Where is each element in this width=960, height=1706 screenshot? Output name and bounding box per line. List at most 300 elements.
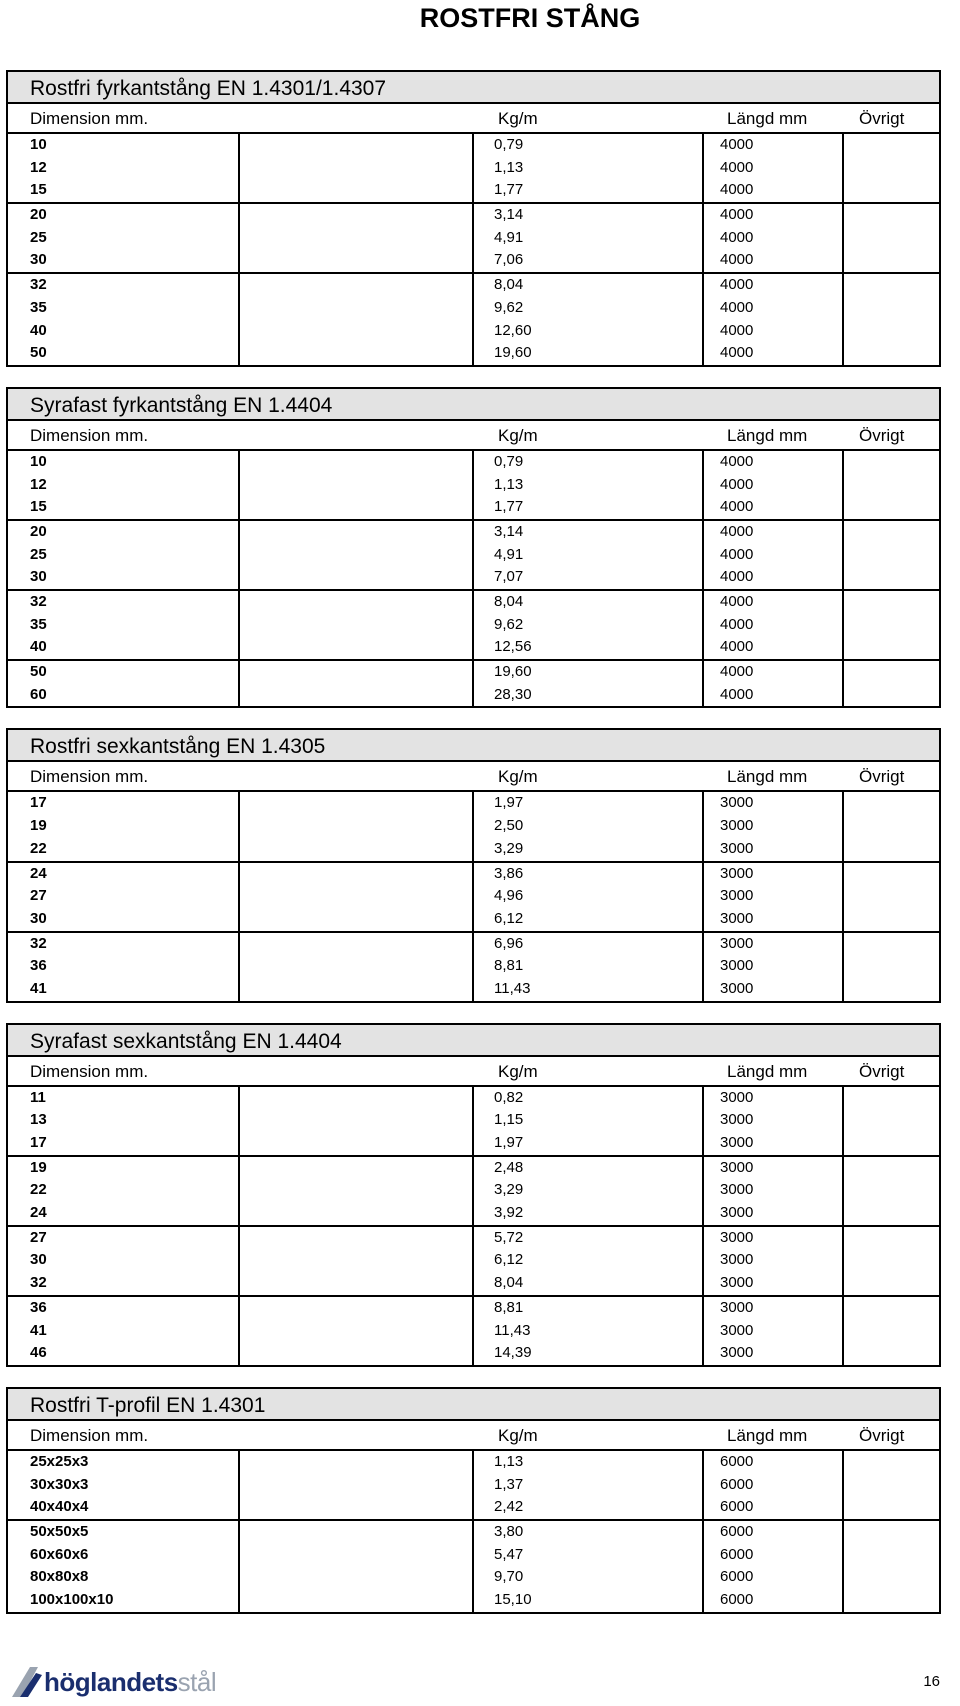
cell-length: 6000	[702, 1474, 842, 1497]
cell-blank	[238, 1474, 472, 1497]
cell-length: 3000	[702, 1272, 842, 1295]
cell-dimension	[8, 1544, 238, 1567]
header-other: Övrigt	[859, 1061, 905, 1081]
table-row	[8, 134, 939, 157]
table-row	[8, 955, 939, 978]
dimension-value: 36	[30, 1298, 47, 1316]
dimension-value: 50x50x5	[30, 1522, 89, 1540]
cell-dimension	[8, 933, 238, 956]
table-row	[8, 1474, 939, 1497]
cell-blank	[238, 1496, 472, 1519]
cell-length: 6000	[702, 1589, 842, 1612]
table-row	[8, 1132, 939, 1155]
cell-kgm: 0,82	[472, 1087, 702, 1110]
dimension-value: 13	[30, 1111, 47, 1129]
header-dimension: Dimension mm.	[30, 425, 149, 445]
cell-length: 4000	[702, 342, 842, 365]
cell-dimension	[8, 342, 238, 365]
cell-dimension	[8, 157, 238, 180]
cell-length: 6000	[702, 1544, 842, 1567]
cell-other	[842, 1342, 939, 1365]
logo-text-steel: stål	[177, 1666, 217, 1697]
cell-kgm: 8,81	[472, 1297, 702, 1320]
cell-length: 3000	[702, 885, 842, 908]
cell-blank	[238, 908, 472, 931]
cell-other	[842, 1179, 939, 1202]
cell-other	[842, 274, 939, 297]
table-row	[8, 519, 939, 544]
cell-dimension	[8, 885, 238, 908]
cell-kgm: 5,47	[472, 1544, 702, 1567]
cell-length: 6000	[702, 1451, 842, 1474]
cell-blank	[238, 274, 472, 297]
cell-blank	[238, 227, 472, 250]
product-section	[6, 1023, 941, 1367]
cell-other	[842, 474, 939, 497]
product-tables	[6, 70, 941, 1614]
cell-dimension	[8, 1496, 238, 1519]
table-row	[8, 1566, 939, 1589]
dimension-value: 32	[30, 1274, 47, 1292]
cell-kgm: 3,14	[472, 521, 702, 544]
cell-length: 4000	[702, 451, 842, 474]
dimension-value: 19	[30, 1158, 47, 1176]
cell-dimension	[8, 544, 238, 567]
cell-blank	[238, 1249, 472, 1272]
cell-kgm: 0,79	[472, 451, 702, 474]
cell-dimension	[8, 661, 238, 684]
cell-length: 4000	[702, 297, 842, 320]
cell-kgm: 11,43	[472, 1320, 702, 1343]
table-row	[8, 1179, 939, 1202]
cell-blank	[238, 684, 472, 707]
cell-length: 4000	[702, 684, 842, 707]
cell-dimension	[8, 1566, 238, 1589]
cell-dimension	[8, 1179, 238, 1202]
cell-length: 4000	[702, 544, 842, 567]
table-row	[8, 636, 939, 659]
dimension-value: 24	[30, 864, 47, 882]
table-row	[8, 566, 939, 589]
cell-length: 3000	[702, 1227, 842, 1250]
cell-other	[842, 885, 939, 908]
cell-length: 6000	[702, 1521, 842, 1544]
cell-kgm: 2,42	[472, 1496, 702, 1519]
cell-blank	[238, 1342, 472, 1365]
table-row	[8, 614, 939, 637]
cell-kgm: 3,86	[472, 863, 702, 886]
cell-other	[842, 566, 939, 589]
cell-blank	[238, 1566, 472, 1589]
header-length: Längd mm	[727, 109, 808, 128]
cell-blank	[238, 885, 472, 908]
header-dimension: Dimension mm.	[30, 109, 149, 128]
table-row	[8, 342, 939, 365]
cell-blank	[238, 179, 472, 202]
cell-blank	[238, 566, 472, 589]
table-header	[8, 762, 939, 792]
cell-blank	[238, 1297, 472, 1320]
table-row	[8, 1451, 939, 1474]
cell-dimension	[8, 1249, 238, 1272]
cell-length: 4000	[702, 566, 842, 589]
cell-blank	[238, 544, 472, 567]
header-dimension: Dimension mm.	[30, 767, 149, 787]
cell-dimension	[8, 1342, 238, 1365]
cell-length: 3000	[702, 1179, 842, 1202]
cell-blank	[238, 1179, 472, 1202]
cell-length: 3000	[702, 978, 842, 1001]
cell-blank	[238, 1109, 472, 1132]
dimension-value: 22	[30, 1181, 47, 1199]
cell-dimension	[8, 249, 238, 272]
cell-blank	[238, 1521, 472, 1544]
cell-kgm: 8,81	[472, 955, 702, 978]
cell-length: 4000	[702, 157, 842, 180]
cell-kgm: 1,13	[472, 157, 702, 180]
header-length: Längd mm	[727, 425, 808, 445]
cell-other	[842, 815, 939, 838]
header-blank	[238, 1421, 472, 1449]
cell-other	[842, 1451, 939, 1474]
header-kgm: Kg/m	[498, 109, 538, 128]
cell-length: 3000	[702, 838, 842, 861]
table-row	[8, 1496, 939, 1519]
table-row	[8, 1202, 939, 1225]
section-spacer	[6, 1367, 941, 1387]
cell-other	[842, 792, 939, 815]
table-row	[8, 861, 939, 886]
cell-blank	[238, 157, 472, 180]
cell-kgm: 4,96	[472, 885, 702, 908]
cell-kgm: 3,80	[472, 1521, 702, 1544]
cell-other	[842, 1474, 939, 1497]
cell-kgm: 6,12	[472, 908, 702, 931]
dimension-value: 30	[30, 568, 47, 586]
table-row	[8, 838, 939, 861]
cell-dimension	[8, 134, 238, 157]
header-length: Längd mm	[727, 767, 808, 787]
company-logo	[10, 1662, 250, 1702]
section-spacer	[6, 1003, 941, 1023]
cell-blank	[238, 1272, 472, 1295]
cell-kgm: 9,62	[472, 297, 702, 320]
cell-kgm: 9,70	[472, 1566, 702, 1589]
cell-length: 4000	[702, 521, 842, 544]
dimension-value: 41	[30, 1321, 47, 1339]
page-number: 16	[923, 1673, 940, 1690]
cell-blank	[238, 521, 472, 544]
product-section	[6, 728, 941, 1002]
cell-dimension	[8, 591, 238, 614]
table-row	[8, 1249, 939, 1272]
dimension-value: 12	[30, 158, 47, 176]
cell-kgm: 0,79	[472, 134, 702, 157]
dimension-value: 30	[30, 909, 47, 927]
table-row	[8, 1342, 939, 1365]
cell-dimension	[8, 227, 238, 250]
cell-other	[842, 1566, 939, 1589]
cell-dimension	[8, 1109, 238, 1132]
cell-kgm: 15,10	[472, 1589, 702, 1612]
cell-dimension	[8, 815, 238, 838]
dimension-value: 32	[30, 276, 47, 294]
dimension-value: 10	[30, 452, 47, 470]
header-length: Längd mm	[727, 1425, 808, 1445]
cell-blank	[238, 1087, 472, 1110]
cell-length: 6000	[702, 1566, 842, 1589]
table-row	[8, 157, 939, 180]
cell-other	[842, 496, 939, 519]
cell-kgm: 11,43	[472, 978, 702, 1001]
cell-blank	[238, 815, 472, 838]
product-section	[6, 387, 941, 709]
dimension-value: 35	[30, 615, 47, 633]
cell-length: 3000	[702, 792, 842, 815]
table-row	[8, 202, 939, 227]
cell-blank	[238, 1451, 472, 1474]
header-dimension: Dimension mm.	[30, 1061, 149, 1081]
cell-other	[842, 1132, 939, 1155]
table-row	[8, 227, 939, 250]
cell-length: 4000	[702, 274, 842, 297]
cell-other	[842, 320, 939, 343]
cell-kgm: 3,14	[472, 204, 702, 227]
cell-other	[842, 157, 939, 180]
cell-blank	[238, 1157, 472, 1180]
cell-blank	[238, 636, 472, 659]
table-row	[8, 544, 939, 567]
cell-dimension	[8, 978, 238, 1001]
cell-blank	[238, 297, 472, 320]
cell-blank	[238, 249, 472, 272]
cell-dimension	[8, 792, 238, 815]
dimension-value: 24	[30, 1204, 47, 1222]
cell-dimension	[8, 320, 238, 343]
cell-kgm: 12,60	[472, 320, 702, 343]
table-header	[8, 104, 939, 134]
cell-blank	[238, 342, 472, 365]
product-section	[6, 70, 941, 367]
table-row	[8, 1225, 939, 1250]
cell-length: 4000	[702, 227, 842, 250]
cell-dimension	[8, 863, 238, 886]
dimension-value: 25x25x3	[30, 1452, 89, 1470]
cell-length: 4000	[702, 179, 842, 202]
cell-blank	[238, 1202, 472, 1225]
cell-length: 4000	[702, 249, 842, 272]
cell-dimension	[8, 521, 238, 544]
dimension-value: 25	[30, 545, 47, 563]
cell-dimension	[8, 1202, 238, 1225]
dimension-value: 12	[30, 475, 47, 493]
cell-length: 3000	[702, 815, 842, 838]
cell-dimension	[8, 1157, 238, 1180]
cell-dimension	[8, 179, 238, 202]
table-row	[8, 978, 939, 1001]
cell-blank	[238, 496, 472, 519]
cell-other	[842, 978, 939, 1001]
table-row	[8, 1589, 939, 1612]
cell-kgm: 3,29	[472, 838, 702, 861]
section-spacer	[6, 367, 941, 387]
cell-blank	[238, 320, 472, 343]
cell-kgm: 2,50	[472, 815, 702, 838]
dimension-value: 35	[30, 298, 47, 316]
cell-dimension	[8, 1320, 238, 1343]
cell-blank	[238, 451, 472, 474]
cell-blank	[238, 978, 472, 1001]
table-row	[8, 249, 939, 272]
cell-blank	[238, 955, 472, 978]
dimension-value: 27	[30, 887, 47, 905]
cell-dimension	[8, 1451, 238, 1474]
table-row	[8, 684, 939, 707]
cell-dimension	[8, 1474, 238, 1497]
cell-other	[842, 249, 939, 272]
dimension-value: 50	[30, 663, 47, 681]
cell-kgm: 4,91	[472, 227, 702, 250]
cell-kgm: 1,37	[472, 1474, 702, 1497]
cell-blank	[238, 134, 472, 157]
cell-length: 6000	[702, 1496, 842, 1519]
table-row	[8, 589, 939, 614]
cell-blank	[238, 1544, 472, 1567]
cell-kgm: 3,29	[472, 1179, 702, 1202]
cell-dimension	[8, 1132, 238, 1155]
cell-other	[842, 661, 939, 684]
table-header	[8, 421, 939, 451]
cell-other	[842, 684, 939, 707]
header-blank	[238, 104, 472, 132]
table-header	[8, 1421, 939, 1451]
table-row	[8, 1087, 939, 1110]
cell-blank	[238, 204, 472, 227]
dimension-value: 60	[30, 685, 47, 703]
cell-length: 4000	[702, 614, 842, 637]
table-row	[8, 1320, 939, 1343]
dimension-value: 15	[30, 498, 47, 516]
cell-other	[842, 179, 939, 202]
cell-dimension	[8, 908, 238, 931]
table-row	[8, 320, 939, 343]
cell-other	[842, 614, 939, 637]
dimension-value: 11	[30, 1088, 46, 1106]
dimension-value: 32	[30, 593, 47, 610]
cell-dimension	[8, 1272, 238, 1295]
cell-dimension	[8, 1521, 238, 1544]
product-section	[6, 1387, 941, 1614]
table-header	[8, 1057, 939, 1087]
table-row	[8, 272, 939, 297]
header-other: Övrigt	[859, 767, 905, 787]
cell-blank	[238, 591, 472, 614]
dimension-value: 50	[30, 344, 47, 362]
cell-kgm: 19,60	[472, 342, 702, 365]
cell-length: 4000	[702, 661, 842, 684]
cell-other	[842, 1087, 939, 1110]
section-title: Rostfri T-profil EN 1.4301	[8, 1387, 939, 1421]
cell-length: 3000	[702, 1132, 842, 1155]
table-row	[8, 474, 939, 497]
dimension-value: 20	[30, 206, 47, 224]
table-row	[8, 1109, 939, 1132]
cell-kgm: 8,04	[472, 591, 702, 614]
cell-kgm: 1,13	[472, 1451, 702, 1474]
cell-blank	[238, 1320, 472, 1343]
cell-dimension	[8, 684, 238, 707]
dimension-value: 100x100x10	[30, 1591, 114, 1608]
dimension-value: 17	[30, 1134, 47, 1151]
table-row	[8, 297, 939, 320]
cell-other	[842, 1544, 939, 1567]
logo-text-main: höglandets	[44, 1666, 178, 1697]
cell-length: 3000	[702, 1342, 842, 1365]
cell-length: 4000	[702, 134, 842, 157]
dimension-value: 20	[30, 522, 47, 540]
cell-length: 3000	[702, 1249, 842, 1272]
cell-dimension	[8, 566, 238, 589]
dimension-value: 27	[30, 1228, 47, 1246]
cell-kgm: 1,77	[472, 496, 702, 519]
cell-dimension	[8, 297, 238, 320]
cell-kgm: 8,04	[472, 274, 702, 297]
dimension-value: 40x40x4	[30, 1498, 89, 1516]
cell-other	[842, 227, 939, 250]
cell-kgm: 4,91	[472, 544, 702, 567]
section-spacer	[6, 708, 941, 728]
table-row	[8, 931, 939, 956]
header-length: Längd mm	[727, 1061, 808, 1081]
cell-dimension	[8, 1227, 238, 1250]
table-row	[8, 885, 939, 908]
table-row	[8, 179, 939, 202]
cell-dimension	[8, 1589, 238, 1612]
cell-length: 3000	[702, 863, 842, 886]
cell-kgm: 28,30	[472, 684, 702, 707]
cell-other	[842, 1202, 939, 1225]
cell-other	[842, 1589, 939, 1612]
dimension-value: 30	[30, 251, 47, 269]
cell-length: 4000	[702, 204, 842, 227]
header-blank	[238, 762, 472, 790]
cell-other	[842, 636, 939, 659]
dimension-value: 22	[30, 839, 47, 857]
cell-blank	[238, 792, 472, 815]
cell-length: 4000	[702, 474, 842, 497]
cell-dimension	[8, 955, 238, 978]
cell-other	[842, 863, 939, 886]
cell-other	[842, 451, 939, 474]
cell-dimension	[8, 838, 238, 861]
cell-other	[842, 342, 939, 365]
section-title: Rostfri fyrkantstång EN 1.4301/1.4307	[8, 70, 939, 104]
table-row	[8, 1544, 939, 1567]
table-row	[8, 1295, 939, 1320]
cell-dimension	[8, 204, 238, 227]
cell-other	[842, 297, 939, 320]
cell-other	[842, 955, 939, 978]
logo-swoosh-icon	[10, 1663, 44, 1701]
cell-other	[842, 1272, 939, 1295]
cell-kgm: 1,97	[472, 792, 702, 815]
cell-kgm: 1,15	[472, 1109, 702, 1132]
dimension-value: 25	[30, 228, 47, 246]
dimension-value: 80x80x8	[30, 1568, 89, 1586]
cell-dimension	[8, 1297, 238, 1320]
dimension-value: 15	[30, 181, 47, 199]
cell-length: 3000	[702, 1297, 842, 1320]
